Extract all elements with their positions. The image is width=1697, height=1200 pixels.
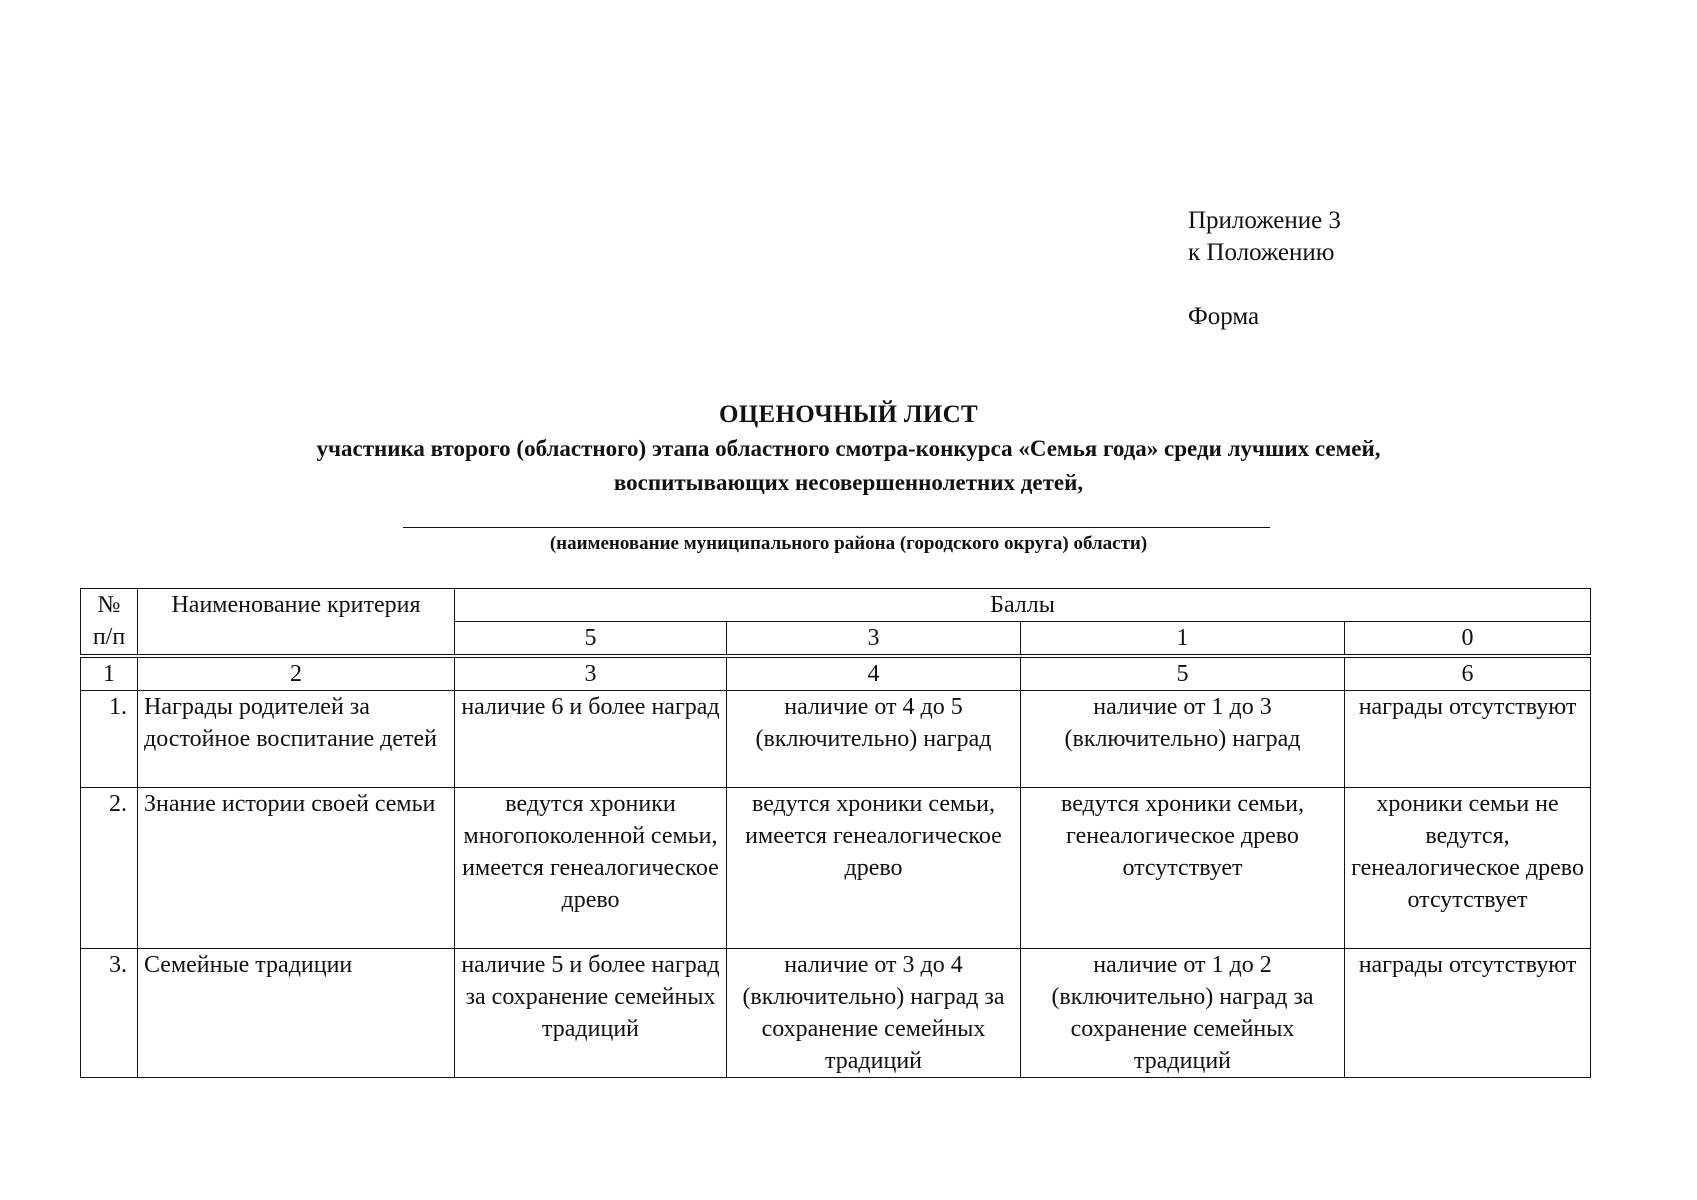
annex-block [1188, 205, 1341, 333]
table-header-row [81, 589, 1591, 622]
row-number: 2. [81, 788, 138, 949]
score-header: 5 [455, 622, 727, 657]
table-row [81, 788, 1591, 949]
document-title: ОЦЕНОЧНЫЙ ЛИСТ [719, 401, 978, 428]
score-cell: наличие от 3 до 4 (включительно) наград за сохранение семейных традиций [727, 949, 1021, 1078]
score-cell: ведутся хроники семьи, генеалогическое древо отсутствует [1021, 788, 1345, 949]
score-cell: наличие 6 и более наград [455, 691, 727, 788]
column-index: 3 [455, 656, 727, 691]
score-cell: наличие 5 и более наград за сохранение семейных традиций [455, 949, 727, 1078]
score-header: 1 [1021, 622, 1345, 657]
document-subtitle-line2: воспитывающих несовершеннолетних детей, [613, 470, 1084, 495]
form-label: Форма [1188, 303, 1260, 330]
column-index: 6 [1345, 656, 1591, 691]
row-number: 3. [81, 949, 138, 1078]
document-subtitle-line1: участника второго (областного) этапа областного смотра-конкурса «Семья года» среди лучших семей, [316, 436, 1381, 461]
evaluation-table [80, 588, 1591, 1078]
criterion-name: Награды родителей за достойное воспитание детей [138, 691, 455, 788]
table-index-row [81, 656, 1591, 691]
score-cell: наличие от 1 до 2 (включительно) наград за сохранение семейных традиций [1021, 949, 1345, 1078]
district-caption: (наименование муниципального района (городского округа) области) [549, 533, 1148, 554]
score-cell: ведутся хроники семьи, имеется генеалогическое древо [727, 788, 1021, 949]
header-points: Баллы [455, 589, 1591, 622]
table-row [81, 949, 1591, 1078]
row-number: 1. [81, 691, 138, 788]
annex-number: Приложение 3 [1188, 207, 1341, 234]
annex-reference: к Положению [1188, 239, 1335, 266]
criterion-name: Знание истории своей семьи [138, 788, 455, 949]
score-header: 0 [1345, 622, 1591, 657]
score-cell: наличие от 4 до 5 (включительно) наград [727, 691, 1021, 788]
title-block [0, 398, 1697, 500]
score-header: 3 [727, 622, 1021, 657]
column-index: 4 [727, 656, 1021, 691]
district-fill-line [403, 527, 1270, 528]
criterion-name: Семейные традиции [138, 949, 455, 1078]
score-cell: ведутся хроники многопоколенной семьи, имеется генеалогическое древо [455, 788, 727, 949]
header-num: № п/п [81, 589, 138, 657]
column-index: 2 [138, 656, 455, 691]
score-cell: хроники семьи не ведутся, генеалогическое древо отсутствует [1345, 788, 1591, 949]
header-criterion: Наименование критерия [138, 589, 455, 657]
column-index: 1 [81, 656, 138, 691]
column-index: 5 [1021, 656, 1345, 691]
score-cell: награды отсутствуют [1345, 691, 1591, 788]
table-row [81, 691, 1591, 788]
score-cell: награды отсутствуют [1345, 949, 1591, 1078]
score-cell: наличие от 1 до 3 (включительно) наград [1021, 691, 1345, 788]
